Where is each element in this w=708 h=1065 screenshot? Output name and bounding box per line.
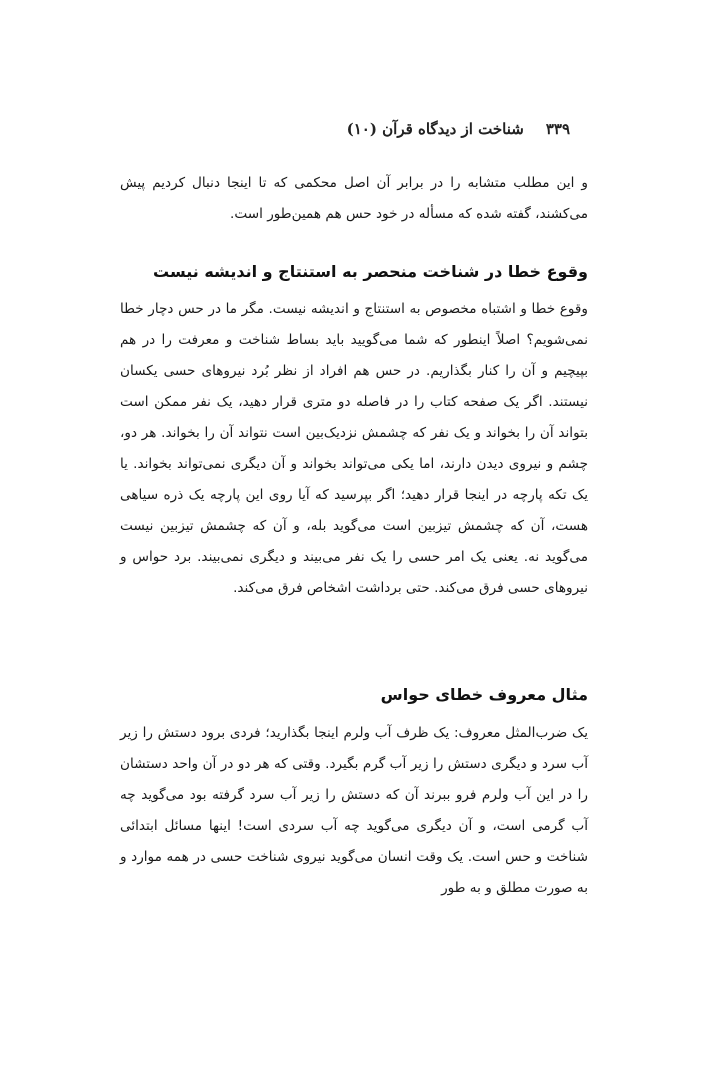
- running-title: شناخت از دیدگاه قرآن (۱۰): [346, 120, 524, 138]
- section-heading-senses-error-example: مثال معروف خطای حواس: [380, 685, 588, 704]
- section-heading-error-in-knowledge: وقوع خطا در شناخت منحصر به استنتاج و اندیشه نیست: [153, 262, 588, 281]
- running-header: [120, 120, 570, 138]
- intro-paragraph: و این مطلب متشابه را در برابر آن اصل محکمی که تا اینجا دنبال کردیم پیش می‌کشند، گفته شده که مسأله در خود حس هم همین‌طور است.: [120, 175, 588, 222]
- section1-paragraph: وقوع خطا و اشتباه مخصوص به استنتاج و اندیشه نیست. مگر ما در حس دچار خطا نمی‌شویم؟ اصلاً اینطور که شما می‌گویید باید بساط شناخت و معرفت را در هم بپیچیم و آن را کنار بگذاریم. در حس هم افراد از نظر بُرد نیروهای حسی یکسان نیستند. اگر یک صفحه کتاب را در فاصله دو متری قرار دهید، یک نفر ممکن است بتواند آن را بخواند و یک نفر که چشمش نزدیک‌بین است نتواند آن را بخواند. هر دو، چشم و نیروی دیدن دارند، اما یکی می‌تواند بخواند و آن دیگری نمی‌تواند بخواند. یا یک تکه پارچه در اینجا قرار دهید؛ اگر بپرسید که آیا روی این پارچه یک ذره سیاهی هست، آن که چشمش تیزبین است می‌گوید بله، و آن که چشمش تیزبین نیست می‌گوید نه. یعنی یک امر حسی را یک نفر می‌بیند و دیگری نمی‌بیند. برد حواس و نیروهای حسی فرق می‌کند. حتی برداشت اشخاص فرق می‌کند.: [120, 301, 588, 596]
- section2-paragraph: یک ضرب‌المثل معروف: یک ظرف آب ولرم اینجا بگذارید؛ فردی برود دستش را زیر آب سرد و دیگری دستش را زیر آب گرم بگیرد. وقتی که هر دو در آن واحد دستشان را در این آب ولرم فرو ببرند آن که دستش را زیر آب سرد گرفته بود می‌گوید چه آب گرمی است، و آن دیگری می‌گوید چه آب سردی است! اینها مسائل ابتدائی شناخت و حس است. یک وقت انسان می‌گوید نیروی شناخت حسی در همه موارد و به صورت مطلق و به طور: [120, 725, 588, 896]
- page-number: ۳۳۹: [545, 120, 570, 138]
